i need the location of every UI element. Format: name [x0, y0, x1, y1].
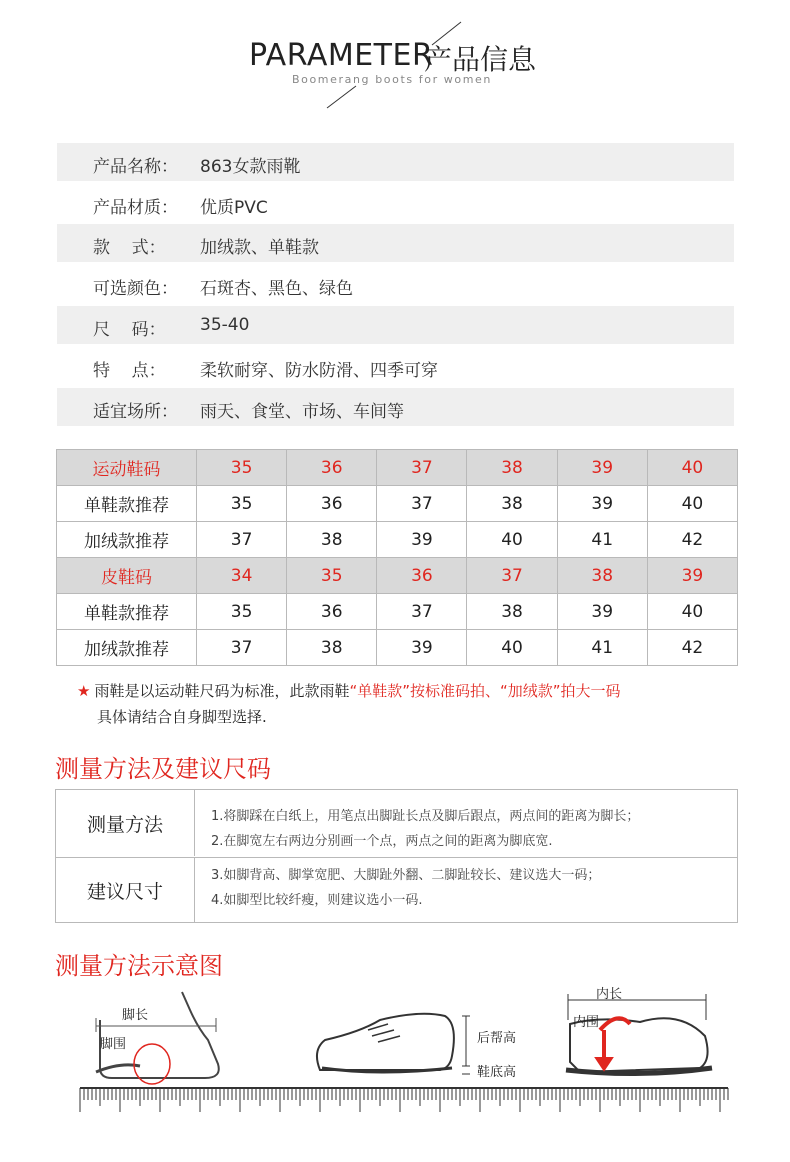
- table-cell: 40: [647, 450, 737, 486]
- header: [0, 0, 790, 120]
- table-cell: 38: [467, 450, 557, 486]
- table-row: [57, 630, 738, 666]
- table-cell: 37: [467, 558, 557, 594]
- table-cell: 34: [197, 558, 287, 594]
- sole-height-label: 鞋底高: [477, 1065, 517, 1080]
- notice-line-2: 具体请结合自身脚型选择.: [97, 708, 267, 726]
- foot-girth-label: 脚围: [100, 1037, 127, 1052]
- table-row: [57, 594, 738, 630]
- diagram-drawing: [0, 980, 790, 1162]
- table-cell: 35: [197, 486, 287, 522]
- size-table: [56, 449, 738, 666]
- measure-line: 2.在脚宽左右两边分别画一个点，两点之间的距离为脚底宽.: [211, 834, 553, 849]
- param-label: 可选颜色：: [93, 279, 178, 299]
- size-notice: [77, 680, 621, 701]
- param-label: 尺 码：: [93, 320, 166, 340]
- param-value: 加绒款、单鞋款: [200, 238, 319, 258]
- table-cell: 37: [197, 522, 287, 558]
- table-row: [57, 558, 738, 594]
- param-value: 石斑杏、黑色、绿色: [200, 279, 353, 299]
- param-label: 产品名称：: [93, 157, 178, 177]
- param-label: 款 式：: [93, 238, 166, 258]
- table-row-label: 加绒款推荐: [57, 522, 197, 558]
- table-row-label: 单鞋款推荐: [57, 594, 197, 630]
- param-value: 863女款雨靴: [200, 157, 301, 177]
- table-row-label: 单鞋款推荐: [57, 486, 197, 522]
- measure-table: [55, 789, 738, 923]
- table-cell: 35: [197, 594, 287, 630]
- measure-row: [56, 857, 737, 923]
- table-cell: 35: [197, 450, 287, 486]
- table-row: [57, 450, 738, 486]
- table-cell: 38: [287, 522, 377, 558]
- table-cell: 39: [377, 630, 467, 666]
- table-cell: 39: [557, 450, 647, 486]
- table-cell: 38: [467, 486, 557, 522]
- table-cell: 40: [647, 486, 737, 522]
- table-cell: 39: [647, 558, 737, 594]
- param-label: 适宜场所：: [93, 402, 178, 422]
- param-label: 特 点：: [93, 361, 166, 381]
- table-cell: 39: [557, 486, 647, 522]
- inner-length-label: 内长: [596, 987, 623, 1002]
- measure-diagram: [0, 980, 790, 1162]
- foot-length-label: 脚长: [122, 1008, 149, 1023]
- param-row: [57, 388, 734, 426]
- subtitle: Boomerang boots for women: [292, 73, 492, 86]
- param-value: 雨天、食堂、市场、车间等: [200, 402, 404, 422]
- param-value: 35-40: [200, 315, 250, 335]
- table-cell: 42: [647, 522, 737, 558]
- param-row: [57, 265, 734, 303]
- table-cell: 37: [377, 486, 467, 522]
- title-en: PARAMETER: [249, 38, 434, 73]
- table-cell: 38: [557, 558, 647, 594]
- param-row: [57, 224, 734, 262]
- table-cell: 36: [287, 486, 377, 522]
- param-row: [57, 306, 734, 344]
- measure-line: 3.如脚背高、脚掌宽肥、大脚趾外翻、二脚趾较长、建议选大一码；: [211, 868, 601, 883]
- table-cell: 38: [467, 594, 557, 630]
- measure-row-label: 建议尺寸: [56, 858, 195, 923]
- table-row-label: 加绒款推荐: [57, 630, 197, 666]
- table-row-label: 运动鞋码: [57, 450, 197, 486]
- measure-line: 1.将脚踩在白纸上，用笔点出脚趾长点及脚后跟点，两点间的距离为脚长；: [211, 809, 640, 824]
- measure-line: 4.如脚型比较纤瘦，则建议选小一码.: [211, 893, 423, 908]
- param-label: 产品材质：: [93, 198, 178, 218]
- notice-text: 雨鞋是以运动鞋尺码为标准，此款雨鞋: [94, 682, 350, 700]
- table-cell: 42: [647, 630, 737, 666]
- title-cn: 产品信息: [424, 43, 537, 76]
- measure-section-title: 测量方法及建议尺码: [55, 755, 271, 783]
- param-value: 优质PVC: [200, 198, 268, 218]
- diagram-section-title: 测量方法示意图: [55, 952, 223, 980]
- table-cell: 37: [377, 450, 467, 486]
- table-cell: 36: [287, 450, 377, 486]
- param-row: [57, 347, 734, 385]
- heel-height-label: 后帮高: [477, 1031, 517, 1046]
- table-row: [57, 522, 738, 558]
- param-value: 柔软耐穿、防水防滑、四季可穿: [200, 361, 438, 381]
- ruler-ticks: [80, 1088, 728, 1112]
- table-cell: 41: [557, 630, 647, 666]
- table-row-label: 皮鞋码: [57, 558, 197, 594]
- inner-girth-label: 内围: [573, 1015, 600, 1030]
- table-row: [57, 486, 738, 522]
- star-icon: ★: [77, 682, 91, 700]
- table-cell: 39: [557, 594, 647, 630]
- param-row: [57, 143, 734, 181]
- notice-highlight: “单鞋款”按标准码拍、“加绒款”拍大一码: [349, 682, 621, 700]
- table-cell: 38: [287, 630, 377, 666]
- table-cell: 40: [467, 630, 557, 666]
- measure-row: [56, 790, 737, 856]
- table-cell: 37: [197, 630, 287, 666]
- table-cell: 37: [377, 594, 467, 630]
- measure-row-label: 测量方法: [56, 790, 195, 856]
- table-cell: 41: [557, 522, 647, 558]
- table-cell: 36: [377, 558, 467, 594]
- shoe-sketch: [317, 1014, 470, 1074]
- table-cell: 36: [287, 594, 377, 630]
- table-cell: 35: [287, 558, 377, 594]
- boot-sketch: [566, 994, 712, 1074]
- param-row: [57, 184, 734, 222]
- table-cell: 40: [647, 594, 737, 630]
- table-cell: 40: [467, 522, 557, 558]
- table-cell: 39: [377, 522, 467, 558]
